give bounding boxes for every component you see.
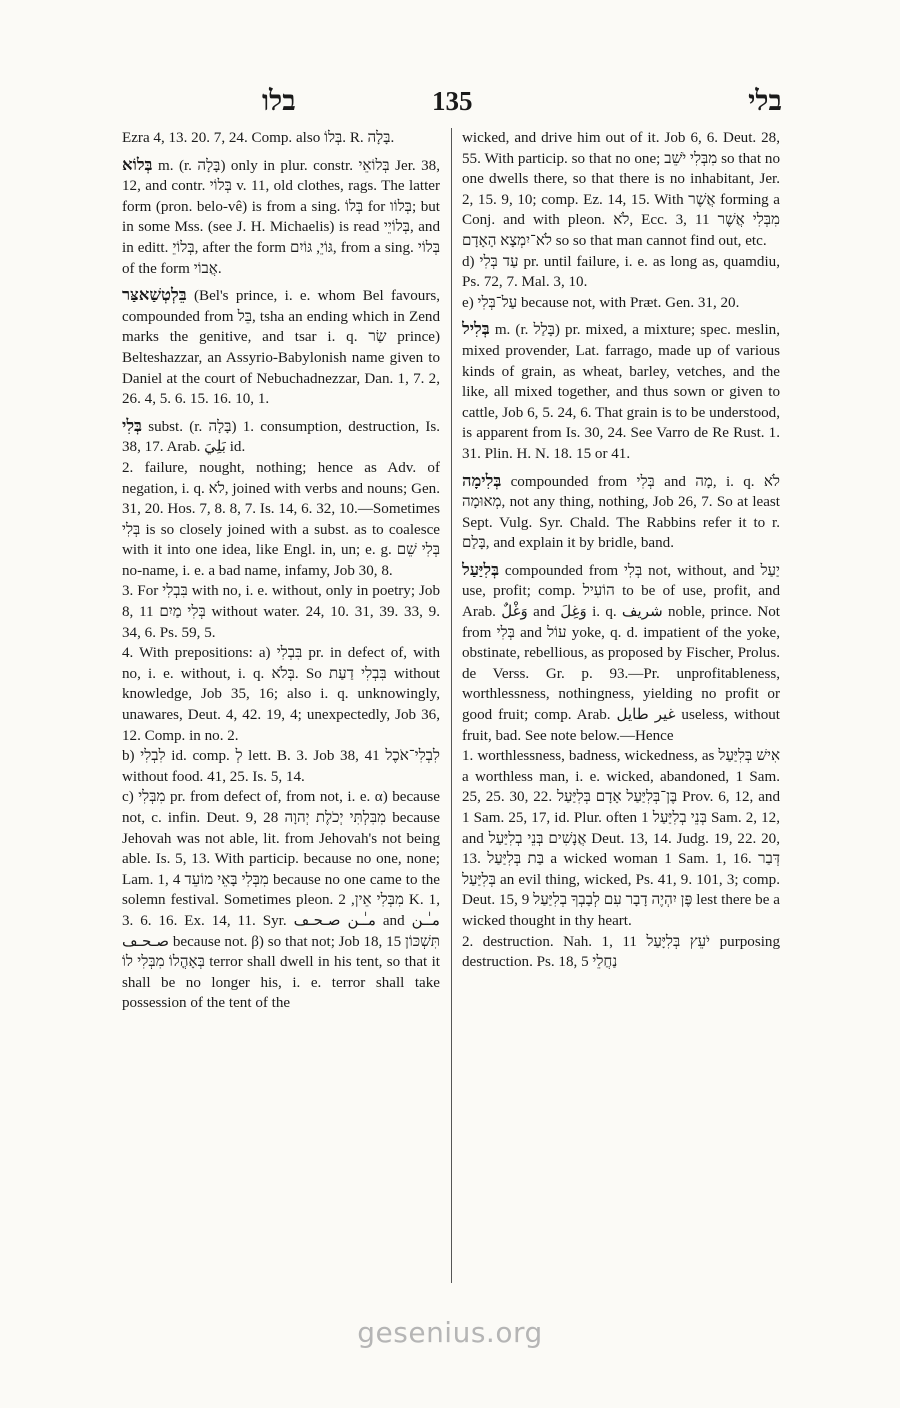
sense-4e: e) עַל־בְּלִי because not, with Præt. Gen. 31, 20. [462,294,740,311]
entry-text: (Bel's prince, i. e. whom Bel favours, compounded from בֵּל, tsha an ending which in Zend marks the genitive, and tsar i. q. שַׂר prince) Belteshazzar, an Assyrio-Babylonish name given to Daniel at the court of Nebuchadnezzar, Dan. 1, 7. 2, 26. 4, 5. 6. 15. 16. 10, 1. [122,288,440,408]
entry-headword: בֵּלְטְשַׁאצַּר [122,285,187,305]
sense-4c: c) מִבְּלִי pr. from defect of, from not, i. e. α) because not, c. infin. Deut. 9, 28 מִבִּלְתִּי יְכֹלֶת יְהוָה because Jehovah was not able, lit. from Jehovah's not being able. Is. 5, 13. With particip. because no one, none; Lam. 1, 4 מִבְּלִי בָּאֵי מוֹעֵד because no one came to the solemn festival. Sometimes pleon. מִבְּלִי אֵין, 2 K. 1, 3. 6. 16. Ex. 14, 11. Syr. مـٰـن صـحـڡ and مـٰـن صـحـڡ because not. β) so that not; Job 18, 15 תִּשְׁכּוֹן בְּאָהֳלוֹ מִבְּלִי לוֹ terror shall dwell in his tent, so that it shall be no longer his, i. e. terror shall take possession of the tent of the [122,789,440,1012]
entry-belteshazzar [122,285,440,410]
entry-headword: בְּלִיל [462,319,490,339]
entry-text: subst. (r. בָּלָה) 1. consumption, destruction, Is. 38, 17. Arab. بَلِيَ id. [122,418,440,456]
entry-belial [462,560,780,973]
sense-4: 4. With prepositions: a) בִּבְלִי pr. in defect of, with no, i. e. without, i. q. בְּלֹא. So בִּבְלִי דַעַת without knowledge, Job 35, 16; also i. q. unknowingly, unawares, Deut. 4, 42. 19, 4; unexpectedly, Job 36, 12. Comp. in no. 2. [122,645,440,744]
entry-belil [462,319,780,464]
right-column [462,128,780,1288]
page-number: 135 [432,86,473,116]
dictionary-columns [122,128,782,1288]
entry-headword: בְּלִיַּעַל [462,559,500,579]
header-left-word: בלו [262,86,296,117]
entry-belimah [462,471,780,554]
header-right-word: בלי [748,86,782,117]
entry-continuation [122,128,440,149]
sense-1: 1. worthlessness, badness, wickedness, as אִישׁ בְּלִיַּעַל a worthless man, i. e. wicked, abandoned, 1 Sam. 25, 25. 30, 22. בֶּן־בְּלִיַּעַל אָדָם בְּלִיַּעַל Prov. 6, 12, and 1 Sam. 25, 17, id. Plur. often בְּנֵי בְלִיַּעַל 1 Sam. 2, 12, and אֲנָשִׁים בְּנֵי בְלִיַּעַל Deut. 13, 14. Judg. 19, 22. 20, 13. בַּת בְּלִיַּעַל a wicked woman 1 Sam. 1, 16. דְּבַר בְּלִיַּעַל an evil thing, wicked, Ps. 41, 9. 101, 3; comp. Deut. 15, 9 פֶּן יִהְיֶה דָבָר עִם לְבָבְךָ בְלִיַּעַל lest there be a wicked thought in thy heart. [462,748,780,929]
sense-2: 2. destruction. Nah. 1, 11 יֹעֵץ בְּלִיָּעַל purposing destruction. Ps. 18, 5 נַחֲלֵי [462,933,780,971]
entry-text: compounded from בְּלִי not, without, and יַעַל use, profit; comp. הוֹעִיל to be of use, profit, and Arab. وَغْلٌ and وَغِلَ i. q. شريف noble, prince. Not from בְּלִי and עוֹל yoke, q. d. impatient of the yoke, obstinate, rebellious, as proposed by Fischer, Prolus. de Verss. Gr. p. 93.—Pr. unprofitableness, worthlessness, nothingness, yielding no profit or good fruit; comp. Arab. غير طايل useless, without fruit, bad. See note below.—Hence [462,562,780,744]
entry-text: m. (r. בָּלָה) only in plur. constr. בְּלוֹאֵי Jer. 38, 12, and contr. בְּלוֹי v. 11, old clothes, rags. The latter form (pron. belo-vê) is from a sing. בְּלוֹ for בְּלוֹו; but in some Mss. (see J. H. Michaelis) is read בְּלוֹיֵי, and in editt. בְּלוֹיֵ, after the form גּוֹיֵ, גּוֹיִם, from a sing. בְּלוֹי of the form אֲבוֹי. [122,157,440,277]
entry-text: compounded from בְּלִי and מָה, i. q. לֹא מְאוּמָה, not any thing, nothing, Job 26, 7. So at least Sept. Vulg. Syr. Chald. The Rabbins refer it to r. בָּלַם, and explain it by bridle, band. [462,473,780,552]
entry-text: Ezra 4, 13. 20. 7, 24. Comp. also בְּלוֹ. R. בָּלָה. [122,130,395,146]
entry-beli [122,416,440,1014]
entry-text: wicked, and drive him out of it. Job 6, 6. Deut. 28, 55. With particip. so that no one; מִבְּלִי יֹשֵׁב so that no one dwells there, so that there is no inhabitant, Jer. 2, 15. 9, 10; comp. Ez. 14, 15. With אֲשֶׁר forming a Conj. and with pleon. לֹא, Ecc. 3, 11 מִבְּלִי אֲשֶׁר לֹא־יִמְצָא הָאָדָם so so that man cannot find out, etc. [462,130,780,249]
page-header [122,86,782,122]
entry-belo [122,155,440,280]
sense-2: 2. failure, nought, nothing; hence as Adv. of negation, i. q. לֹא, joined with verbs and nouns; Gen. 31, 20. Hos. 7, 8. 8, 7. Is. 14, 6. 32, 10.—Sometimes בְּלִי is so closely joined with a subst. as to coalesce with it into one idea, like Engl. in, un; e. g. בְּלִי שֵׁם no-name, i. e. a bad name, infamy, Job 30, 8. [122,459,440,579]
left-column [122,128,440,1288]
sense-4d: d) עַד בְּלִי pr. until failure, i. e. as long as, quamdiu, Ps. 72, 7. Mal. 3, 10. [462,253,780,291]
entry-headword: בְּלוֹא [122,154,153,174]
entry-beli-continued [462,128,780,313]
watermark: gesenius.org [357,1316,543,1349]
sense-4b: b) לִבְלִי id. comp. לְ lett. B. 3. Job 38, 41 לִבְלִי־אֹכֶל without food. 41, 25. Is. 5, 14. [122,748,440,785]
entry-headword: בְּלִי [122,415,142,435]
column-divider [451,128,452,1283]
entry-headword: בְּלִימָה [462,470,502,490]
sense-3: 3. For בִּבְלִי with no, i. e. without, only in poetry; Job 8, 11 בְּלִי מַיִם without water. 24, 10. 31, 39. 33, 9. 34, 6. Ps. 59, 5. [122,583,440,641]
entry-text: m. (r. בָּלַל) pr. mixed, a mixture; spec. meslin, mixed provender, Lat. farrago, made up of various kinds of grain, as wheat, barley, vetches, and the like, all mixed together, and thus sown or given to cattle, Job 6, 5. 24, 6. That grain is to be understood, is apparent from Is. 30, 24. See Varro de Re Rust. 1. 31. Plin. H. N. 18. 15 or 41. [462,322,780,462]
